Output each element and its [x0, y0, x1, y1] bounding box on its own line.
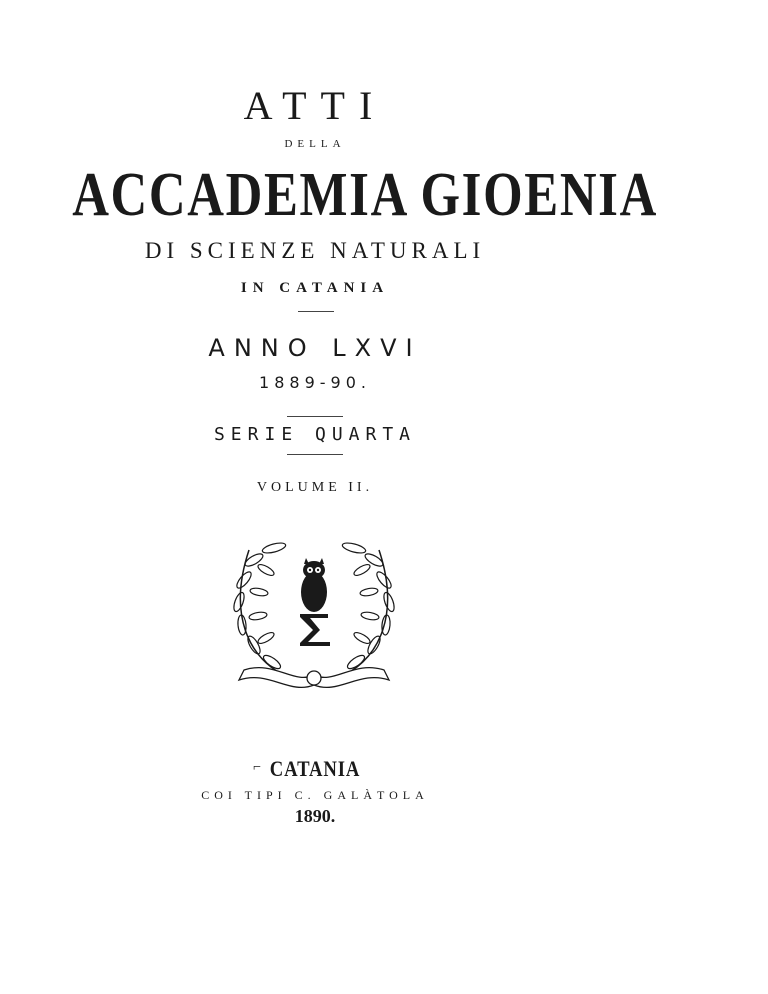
title-della: DELLA	[284, 138, 346, 150]
imprint-year: 1890.	[294, 806, 336, 826]
divider-rule	[287, 454, 343, 455]
title-atti: ATTI	[243, 83, 387, 128]
years: 1889-90.	[259, 373, 371, 392]
owl-laurel-wreath-icon	[224, 530, 404, 700]
volume: VOLUME II.	[256, 480, 374, 495]
imprint-city: CATANIA	[269, 756, 361, 781]
academy-name: ACCADEMIA GIOENIA	[72, 161, 658, 229]
series: SERIE QUARTA	[213, 424, 417, 445]
imprint-printer: COI TIPI C. GALÀTOLA	[201, 788, 429, 802]
subtitle: DI SCIENZE NATURALI	[144, 238, 486, 263]
divider-rule	[298, 311, 334, 312]
pencil-mark: ⌐	[253, 760, 261, 775]
location: IN CATANIA	[240, 280, 390, 296]
anno: ANNO LXVI	[208, 334, 422, 362]
divider-rule	[287, 416, 343, 417]
